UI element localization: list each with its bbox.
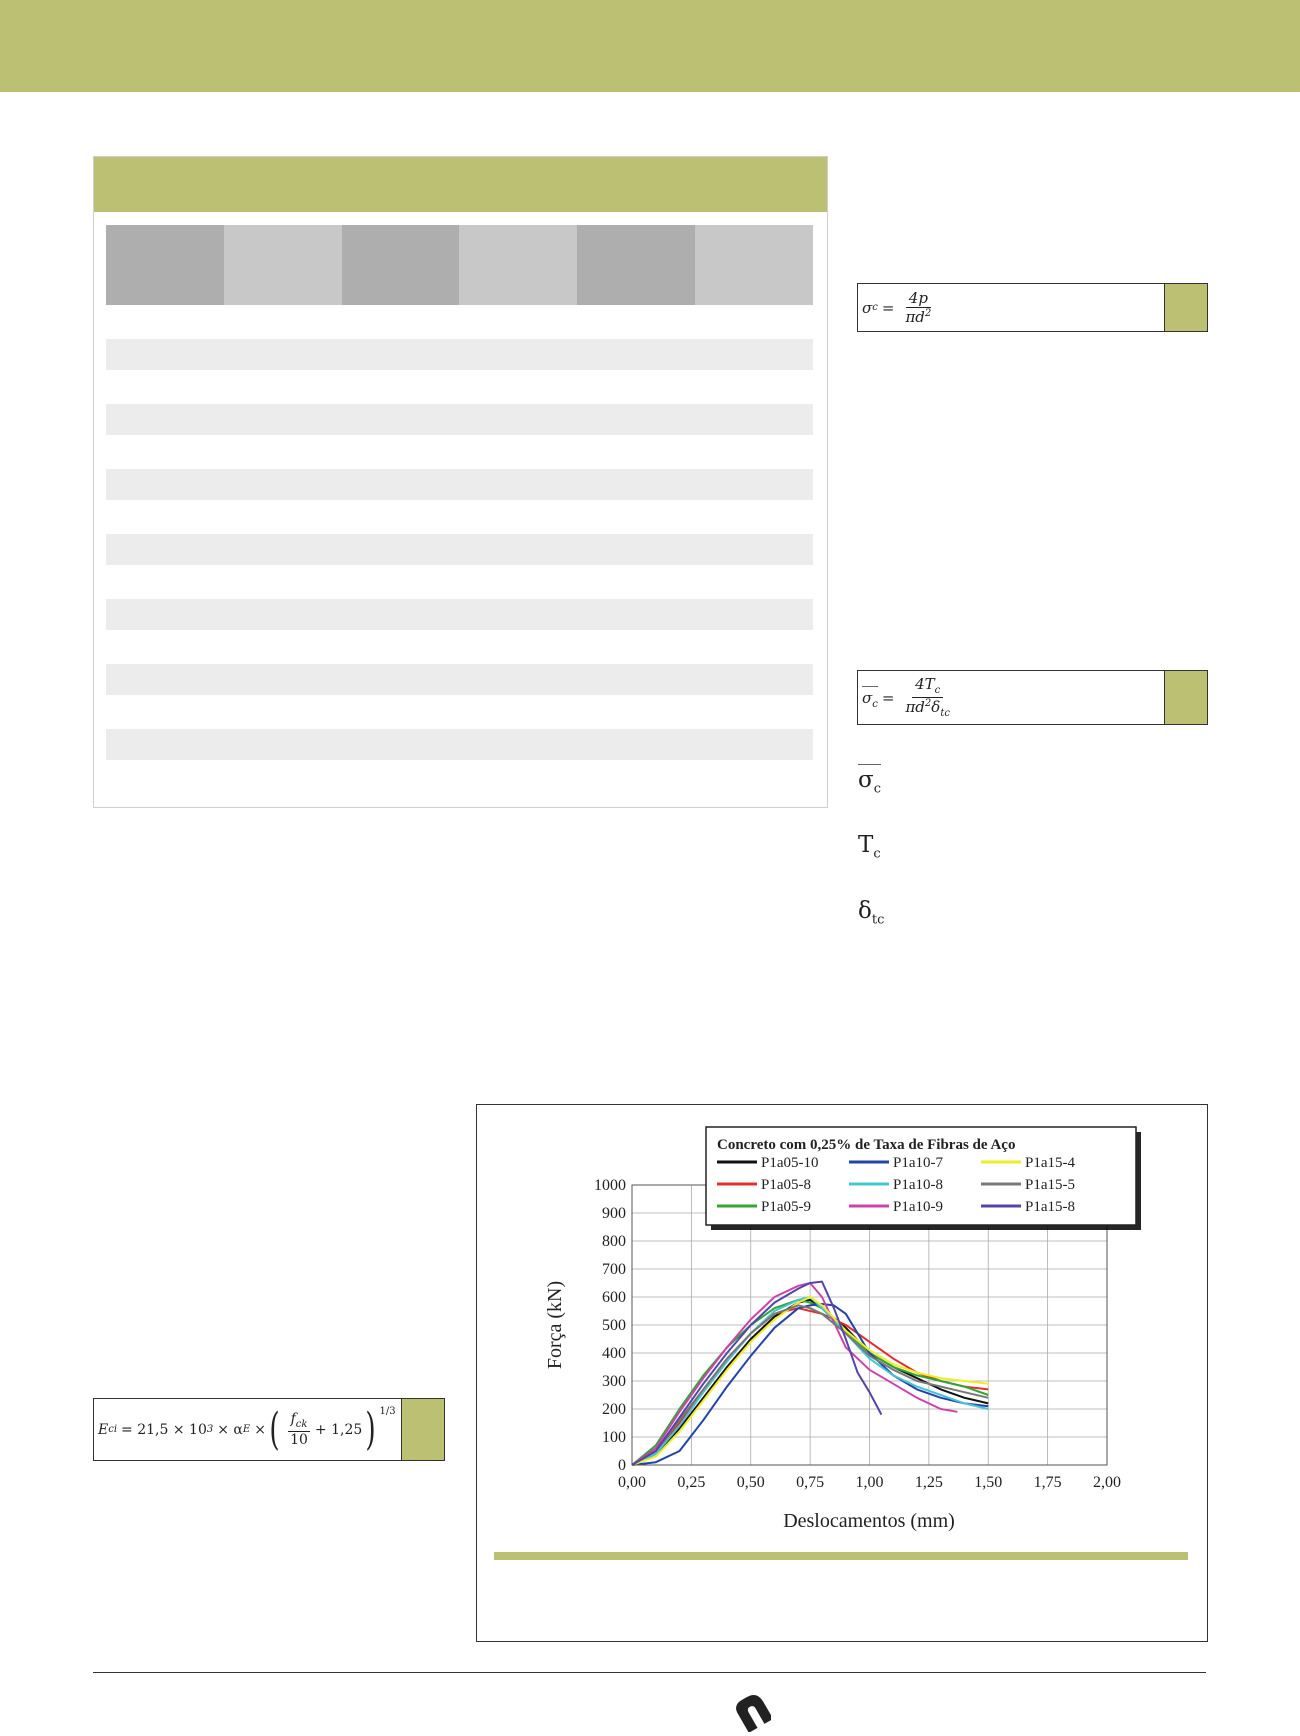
y-tick-label: 700: [602, 1261, 626, 1278]
x-tick-label: 0,25: [677, 1474, 706, 1491]
x-tick-label: 0,50: [736, 1474, 765, 1491]
y-tick-label: 900: [602, 1205, 626, 1222]
table-header-cell: [106, 225, 224, 305]
y-tick-label: 100: [602, 1429, 626, 1446]
table-header-cell: [342, 225, 460, 305]
equation-number-tag: [1164, 284, 1207, 331]
x-tick-label: 0,00: [618, 1474, 646, 1491]
table-row: [106, 664, 813, 695]
table-panel: [93, 156, 828, 808]
x-tick-label: 1,00: [855, 1474, 884, 1491]
figure-panel: [476, 1104, 1208, 1642]
equation-box: [857, 283, 1208, 332]
legend-title: Concreto com 0,25% de Taxa de Fibras de Aço: [717, 1137, 1016, 1153]
table-header-cell: [577, 225, 695, 305]
header-bar: [0, 0, 1300, 92]
equation-box: [93, 1398, 445, 1461]
legend-label: P1a05-8: [761, 1177, 811, 1193]
journal-logo-icon: [735, 1692, 771, 1736]
figure-caption-bar: [494, 1552, 1188, 1560]
legend-label: P1a15-5: [1025, 1177, 1075, 1193]
y-tick-label: 600: [602, 1289, 626, 1306]
equation: $\sigma_c$ = $\frac{4T_c}{\pi d^2\delta_{tc}}$: [862, 675, 950, 719]
table-header-cell: [695, 225, 813, 305]
y-axis-label: Força (kN): [544, 1280, 566, 1370]
legend-label: P1a15-4: [1025, 1155, 1075, 1171]
y-tick-label: 400: [602, 1345, 626, 1362]
chart-legend: [706, 1127, 1141, 1230]
y-tick-label: 1000: [594, 1177, 626, 1194]
y-tick-label: 300: [602, 1373, 626, 1390]
x-tick-label: 0,75: [796, 1474, 825, 1491]
y-tick-label: 500: [602, 1317, 626, 1334]
x-tick-label: 2,00: [1093, 1474, 1121, 1491]
table-row: [106, 404, 813, 435]
legend-label: P1a05-10: [761, 1155, 819, 1171]
equation: σ c = $\frac{4p}{\pi d^2}$: [862, 289, 932, 326]
equation-box: [857, 670, 1208, 725]
legend-label: P1a15-8: [1025, 1199, 1075, 1215]
equation: E ci = 21,5 × 10 3 × α E × ( $\frac{f_{ck}}{10}$ + 1,25 ) 1/3: [98, 1403, 396, 1455]
chart: [477, 1105, 1207, 1545]
table-row: [106, 599, 813, 630]
x-tick-label: 1,75: [1033, 1474, 1062, 1491]
y-tick-label: 800: [602, 1233, 626, 1250]
table-row: [106, 534, 813, 565]
x-tick-label: 1,25: [914, 1474, 943, 1491]
table-header-cell: [224, 225, 342, 305]
footer-rule: [93, 1672, 1206, 1673]
table-header: [106, 225, 813, 305]
table-row: [106, 729, 813, 760]
equation-number-tag: [1164, 671, 1207, 724]
table-row: [106, 339, 813, 370]
legend-label: P1a10-7: [893, 1155, 943, 1171]
table-header-cell: [459, 225, 577, 305]
y-tick-label: 200: [602, 1401, 626, 1418]
x-tick-label: 1,50: [974, 1474, 1003, 1491]
x-axis-label: Deslocamentos (mm): [783, 1510, 955, 1532]
equation-number-tag: [401, 1399, 444, 1460]
symbol-tc: $T_c$: [858, 832, 881, 862]
symbol-delta-tc: $\delta_{tc}$: [858, 898, 885, 928]
legend-label: P1a05-9: [761, 1199, 811, 1215]
y-tick-label: 0: [618, 1457, 626, 1474]
legend-label: P1a10-8: [893, 1177, 943, 1193]
legend-label: P1a10-9: [893, 1199, 943, 1215]
symbol-sigma-bar: $\sigma_c$: [858, 764, 881, 797]
table-caption: [94, 157, 827, 212]
table-row: [106, 469, 813, 500]
